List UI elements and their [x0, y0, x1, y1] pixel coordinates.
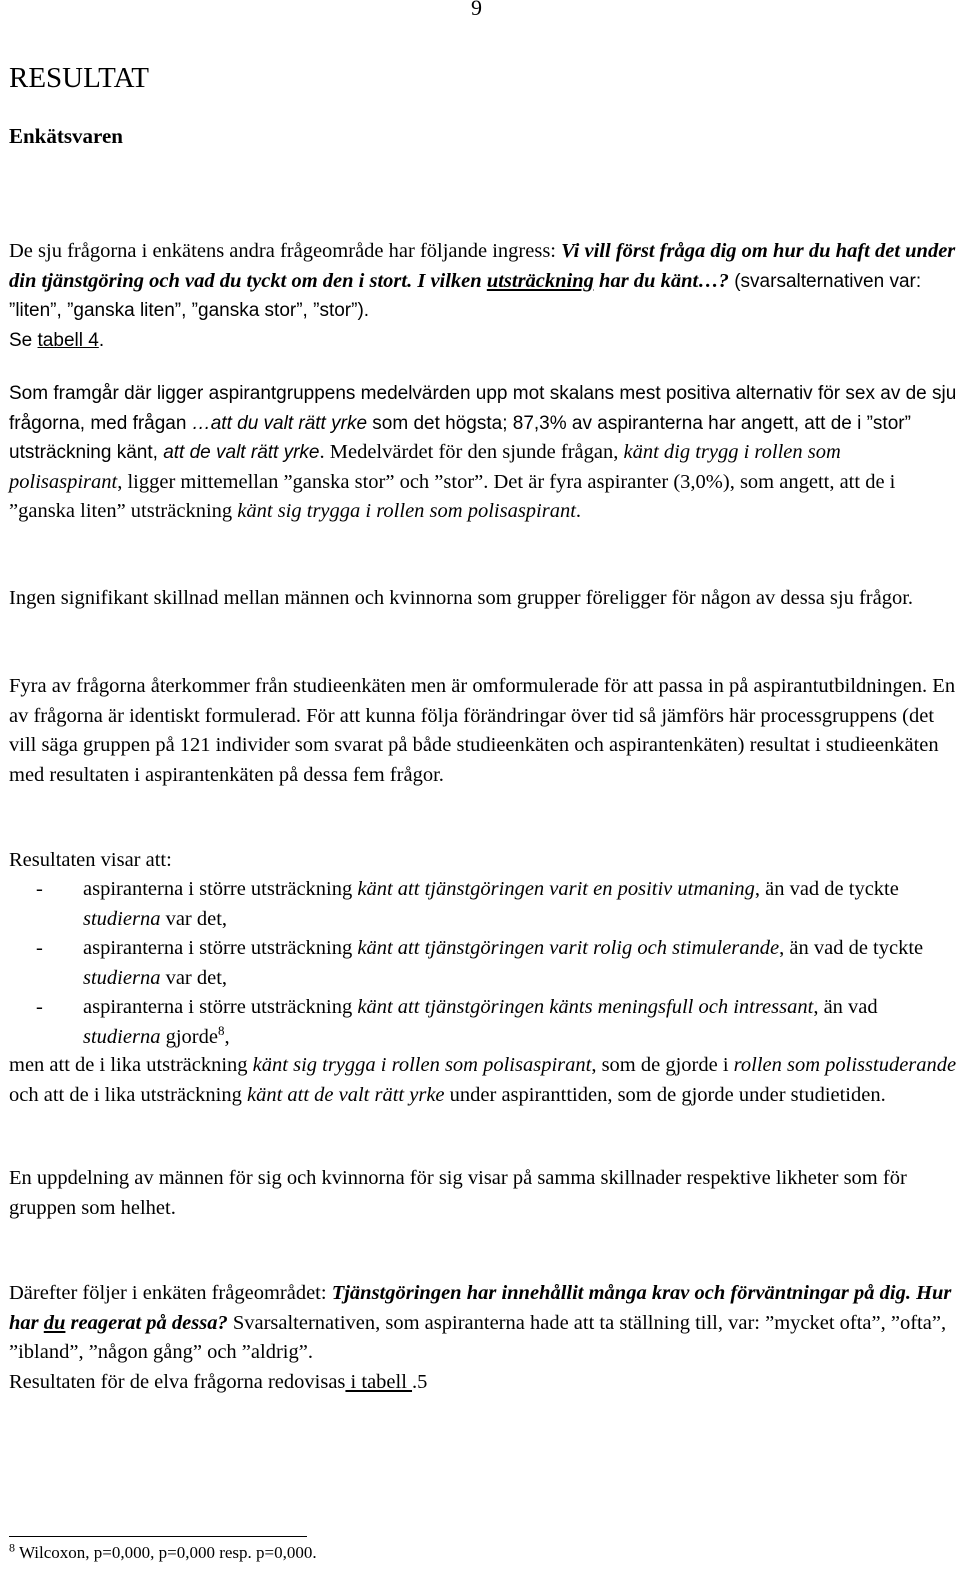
text: , än vad de tyckte [754, 878, 899, 900]
text: under aspiranttiden, som de gjorde under studietiden. [444, 1083, 886, 1106]
emphasis: känt att de valt rätt yrke [246, 1083, 445, 1106]
table-4-link[interactable]: tabell 4 [37, 329, 99, 351]
text: aspiranterna i större utsträckning [83, 878, 358, 900]
text: som det högsta; 87,3% av aspiranterna har angett, att de i ”stor” utsträckning känt, [9, 412, 911, 463]
paragraph-gender: Ingen signifikant skillnad mellan männen och kvinnorna som grupper föreligger för någon av dessa sju frågor. [9, 587, 914, 609]
footnote-divider [9, 1536, 307, 1537]
ingress-question: Vi vill först fråga dig om hur du haft det under din tjänstgöring och vad du tyckt om den i stort. I vilken [9, 240, 956, 292]
footnote-number: 8 [9, 1540, 15, 1555]
text: . [575, 500, 582, 522]
text: aspiranterna i större utsträckning [83, 996, 358, 1018]
emphasis: känt att tjänstgöringen känts meningsfull och intressant [357, 996, 814, 1018]
answer-alternatives: (svarsalternativen var: ”liten”, ”ganska liten”, ”ganska stor”, ”stor”). [9, 270, 922, 321]
section-subtitle: Enkätsvaren [9, 124, 123, 148]
emphasis: känt dig trygg i rollen som polisaspirant [9, 441, 841, 493]
text: gjorde [160, 1025, 218, 1048]
text: , som de gjorde i [591, 1054, 734, 1076]
emphasis: känt sig trygga i rollen som polisaspirant [252, 1054, 592, 1076]
text: De sju frågorna i enkätens andra frågeområde har följande ingress: [9, 240, 562, 262]
emphasis: studierna [83, 907, 161, 930]
section-question-end: reagerat på dessa? [65, 1311, 228, 1334]
results-intro: Resultaten visar att: [9, 849, 172, 871]
ingress-emphasis: utsträckning [486, 269, 594, 292]
text: var det, [160, 907, 228, 930]
text: . [98, 329, 105, 351]
emphasis: känt att tjänstgöringen varit rolig och stimulerande [357, 937, 780, 959]
text: .5 [412, 1370, 428, 1393]
text: , än vad [813, 996, 878, 1018]
list-item [9, 934, 957, 993]
text: , [224, 1025, 230, 1048]
text: aspiranterna i större utsträckning [83, 937, 358, 959]
text: . Medelvärdet för den sjunde frågan, [319, 441, 624, 463]
paragraph-ingress [9, 237, 957, 355]
text: Därefter följer i enkäten frågeområdet: [9, 1282, 332, 1304]
paragraph-results-conclusion [9, 1051, 957, 1110]
text: Som framgår där ligger aspirantgruppens medelvärden upp mot skalans mest positiva alternativ för sex av de sju frågorna, med frågan [9, 383, 957, 434]
emphasis: känt sig trygga i rollen som polisaspirant [237, 500, 576, 522]
paragraph-results-1 [9, 379, 957, 527]
list-dash: - [36, 878, 43, 900]
footnote [9, 1542, 317, 1564]
emphasis: studierna [83, 1025, 161, 1048]
footnote-ref[interactable]: 8 [217, 1022, 225, 1038]
list-dash: - [36, 937, 43, 959]
text: , än vad de tyckte [779, 937, 924, 959]
list-item [9, 875, 957, 934]
emphasis: rollen som polisstuderande [733, 1054, 957, 1076]
page-number: 9 [471, 0, 482, 20]
emphasis: studierna [83, 966, 161, 989]
section-question-emphasis: du [43, 1311, 66, 1334]
emphasis: …att du valt rätt yrke [191, 412, 368, 434]
table-5-link[interactable]: i tabell [345, 1370, 413, 1393]
text: , ligger mittemellan ”ganska stor” och ”stor”. Det är fyra aspiranter (3,0%), som angett, att de i ”ganska liten” utsträckning [9, 470, 896, 522]
results-list [9, 875, 957, 1052]
answer-alternatives: Svarsalternativen, som aspiranterna hade att ta ställning till, var: ”mycket ofta”, ”ofta”, ”ibland”, ”någon gång” och ”aldrig”. [9, 1311, 947, 1363]
paragraph-split: En uppdelning av männen för sig och kvinnorna för sig visar på samma skillnader respektive likheter som för gruppen som helhet. [9, 1167, 907, 1219]
text: Resultaten för de elva frågorna redovisas [9, 1370, 346, 1393]
text: men att de i lika utsträckning [9, 1054, 253, 1076]
list-dash: - [36, 996, 43, 1018]
ingress-question-end: har du känt…? [593, 269, 729, 292]
section-question: Tjänstgöringen har innehållit många krav och förväntningar på dig. Hur har [9, 1282, 952, 1334]
paragraph-comparison: Fyra av frågorna återkommer från studieenkäten men är omformulerade för att passa in på aspirantutbildningen. En av frågorna är identiskt formulerad. För att kunna följa förändringar över tid så jämförs här processgruppens (det vill säga gruppen på 121 individer som svarat på både studieenkäten och aspirantenkäten) resultat i studieenkäten med resultaten i aspirantenkäten på dessa fem frågor. [9, 675, 956, 786]
paragraph-demands [9, 1279, 957, 1397]
text: Se [9, 329, 38, 351]
footnote-text: Wilcoxon, p=0,000, p=0,000 resp. p=0,000. [15, 1543, 317, 1562]
text: var det, [160, 966, 228, 989]
list-item [9, 993, 957, 1052]
emphasis: känt att tjänstgöringen varit en positiv utmaning [357, 878, 755, 900]
text: och att de i lika utsträckning [9, 1083, 247, 1106]
emphasis: att de valt rätt yrke [163, 442, 320, 463]
page-title: RESULTAT [9, 62, 150, 94]
